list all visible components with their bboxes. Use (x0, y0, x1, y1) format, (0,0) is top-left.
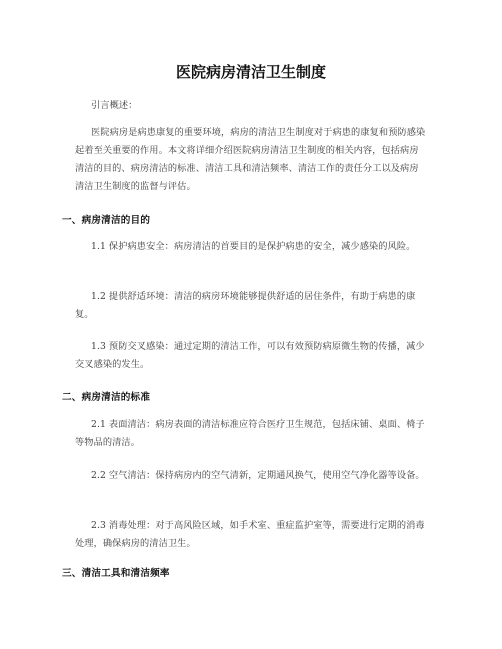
section-item: 2.3 消毒处理：对于高风险区域，如手术室、重症监护室等，需要进行定期的消毒处理，确保病房的清洁卫生。 (75, 520, 425, 549)
section-item: 2.1 表面清洁：病房表面的清洁标准应符合医疗卫生规范，包括床铺、桌面、椅子等物品的清洁。 (75, 419, 425, 448)
section-item: 1.2 提供舒适环境：清洁的病房环境能够提供舒适的居住条件，有助于病患的康复。 (75, 291, 416, 320)
document-title: 医院病房清洁卫生制度 (175, 63, 326, 81)
section-heading: 二、病房清洁的标准 (62, 392, 151, 403)
intro-label: 引言概述： (91, 100, 138, 111)
section-item: 1.1 保护病患安全：病房清洁的首要目的是保护病患的安全，减少感染的风险。 (91, 241, 416, 252)
intro-paragraph: 医院病房是病患康复的重要环境，病房的清洁卫生制度对于病患的康复和预防感染起着至关重要的作用。本文将详细介绍医院病房清洁卫生制度的相关内容，包括病房清洁的目的、病房清洁的标准、清洁工具和清洁频率、清洁工作的责任分工以及病房清洁卫生制度的监督与评估。 (75, 127, 426, 192)
section-item: 2.2 空气清洁：保持病房内的空气清新，定期通风换气，使用空气净化器等设备。 (91, 470, 425, 481)
section-heading: 一、病房清洁的目的 (62, 215, 151, 226)
section-item: 1.3 预防交叉感染：通过定期的清洁工作，可以有效预防病原微生物的传播，减少交叉感染的发生。 (75, 341, 425, 370)
section-heading: 三、清洁工具和清洁频率 (62, 568, 170, 579)
